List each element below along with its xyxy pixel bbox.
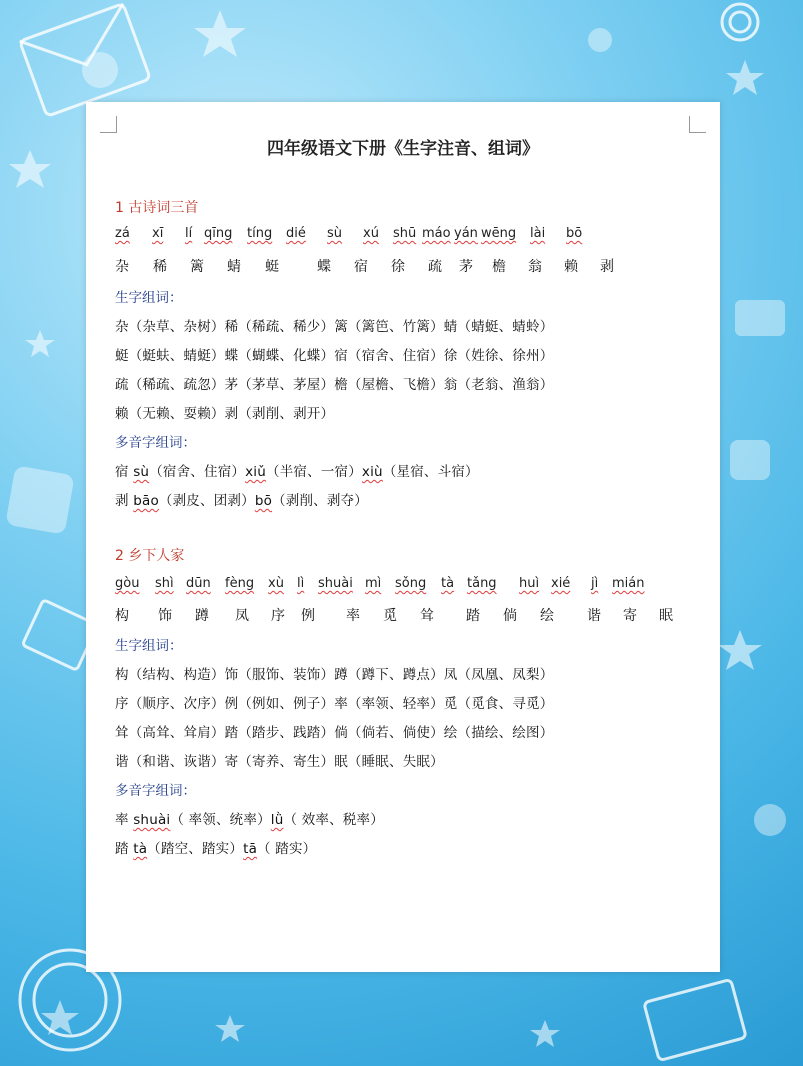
pinyin: zá (115, 226, 130, 241)
polyphone-line: 踏 tà（踏空、踏实）tā（ 踏实） (115, 841, 317, 857)
character: 茅 (459, 259, 473, 275)
pinyin: huì (519, 576, 540, 591)
pinyin: lài (530, 226, 546, 241)
envelope-icon (20, 4, 151, 117)
pinyin: xié (551, 576, 571, 591)
pinyin: gòu (115, 576, 140, 591)
pinyin: xī (152, 226, 164, 241)
word-group-line: 疏（稀疏、疏忽）茅（茅草、茅屋）檐（屋檐、飞檐）翁（老翁、渔翁） (115, 377, 554, 393)
character: 杂 (115, 259, 129, 275)
word-group-heading: 生字组词： (115, 638, 183, 654)
star-icon (9, 150, 51, 188)
character: 檐 (492, 259, 506, 275)
envelope-icon (644, 979, 746, 1060)
word-group-line: 杂（杂草、杂树）稀（稀疏、稀少）篱（篱笆、竹篱）蜻（蜻蜓、蜻蛉） (115, 319, 554, 335)
word-group-line: 序（顺序、次序）例（例如、例子）率（率领、轻率）觅（觅食、寻觅） (115, 696, 554, 712)
character: 赖 (564, 259, 578, 275)
pinyin: jì (591, 576, 599, 591)
character: 踏 (466, 608, 480, 624)
page-title: 四年级语文下册《生字注音、组词》 (267, 139, 539, 159)
character: 眠 (659, 608, 673, 624)
page-corner-mark (100, 116, 117, 133)
character: 倘 (503, 608, 517, 624)
pinyin: yán (454, 226, 478, 241)
character: 饰 (158, 608, 172, 624)
section-heading: 2 乡下人家 (115, 548, 185, 564)
star-icon (41, 1000, 79, 1035)
pinyin: lí (185, 226, 193, 241)
pinyin: máo (422, 226, 451, 241)
word-group-line: 构（结构、构造）饰（服饰、装饰）蹲（蹲下、蹲点）凤（凤凰、凤梨） (115, 667, 554, 683)
polyphone-line: 率 shuài（ 率领、统率）lǜ（ 效率、税率） (115, 812, 384, 828)
spiral-icon (722, 4, 758, 40)
character: 蜻 (227, 259, 241, 275)
polyphone-line: 宿 sù（宿舍、住宿）xiǔ（半宿、一宿）xiù（星宿、斗宿） (115, 464, 479, 480)
pinyin: shū (393, 226, 417, 241)
polyphone-heading: 多音字组词： (115, 783, 196, 799)
character: 寄 (623, 608, 637, 624)
pinyin: tǎng (467, 576, 497, 591)
polyphone-line: 剥 bāo（剥皮、团剥）bō（剥削、剥夺） (115, 493, 368, 509)
character: 例 (301, 608, 315, 624)
character: 觅 (383, 608, 397, 624)
pinyin: fèng (225, 576, 255, 591)
word-group-line: 谐（和谐、诙谐）寄（寄养、寄生）眠（睡眠、失眠） (115, 754, 444, 770)
character: 凤 (235, 608, 249, 624)
pinyin: bāo (133, 493, 159, 509)
pinyin: xiǔ (245, 464, 267, 480)
pinyin: shì (155, 576, 174, 591)
pinyin: lì (297, 576, 305, 591)
pinyin: tā (243, 841, 258, 857)
star-icon (215, 1015, 245, 1042)
word-group-heading: 生字组词： (115, 290, 183, 306)
pinyin: sǒng (395, 576, 427, 591)
character: 构 (115, 608, 129, 624)
word-group-line: 耸（高耸、耸肩）踏（踏步、践踏）倘（倘若、倘使）绘（描绘、绘图） (115, 725, 554, 741)
character: 蜓 (265, 259, 279, 275)
pinyin: bō (254, 493, 273, 509)
pinyin: shuài (133, 812, 171, 828)
document-page (86, 102, 720, 972)
star-icon (194, 10, 246, 57)
pinyin: lǜ (270, 812, 284, 828)
character: 绘 (540, 608, 554, 624)
character: 耸 (420, 608, 434, 624)
character: 蹲 (195, 608, 209, 624)
star-icon (25, 330, 55, 357)
character: 稀 (153, 259, 167, 275)
pinyin: bō (566, 226, 583, 241)
pinyin: tà (441, 576, 455, 591)
star-icon (530, 1020, 560, 1047)
character: 蝶 (317, 259, 331, 275)
character: 剥 (600, 259, 614, 275)
section-heading: 1 古诗词三首 (115, 200, 199, 216)
pinyin: mián (612, 576, 645, 591)
pinyin: wēng (481, 226, 517, 241)
star-icon (718, 630, 762, 670)
pinyin: dié (286, 226, 306, 241)
pinyin: tà (133, 841, 148, 857)
character: 篱 (190, 259, 204, 275)
pinyin: tíng (247, 226, 273, 241)
pinyin: xiù (361, 464, 383, 480)
polyphone-heading: 多音字组词： (115, 435, 196, 451)
word-group-line: 赖（无赖、耍赖）剥（剥削、剥开） (115, 406, 335, 422)
character: 疏 (428, 259, 442, 275)
character: 序 (271, 608, 285, 624)
character: 率 (346, 608, 360, 624)
star-icon (726, 60, 764, 95)
pinyin: xù (268, 576, 284, 591)
pinyin: xú (363, 226, 379, 241)
pinyin: sù (327, 226, 343, 241)
word-group-line: 蜓（蜓蚨、蜻蜓）蝶（蝴蝶、化蝶）宿（宿舍、住宿）徐（姓徐、徐州） (115, 348, 554, 364)
page-corner-mark (689, 116, 706, 133)
pinyin: shuài (318, 576, 353, 591)
character: 翁 (528, 259, 542, 275)
character: 徐 (391, 259, 405, 275)
pinyin: dūn (186, 576, 211, 591)
pinyin: qīng (204, 226, 233, 241)
character: 宿 (354, 259, 368, 275)
pinyin: sù (133, 464, 150, 480)
character: 谐 (587, 608, 601, 624)
pinyin: mì (365, 576, 382, 591)
